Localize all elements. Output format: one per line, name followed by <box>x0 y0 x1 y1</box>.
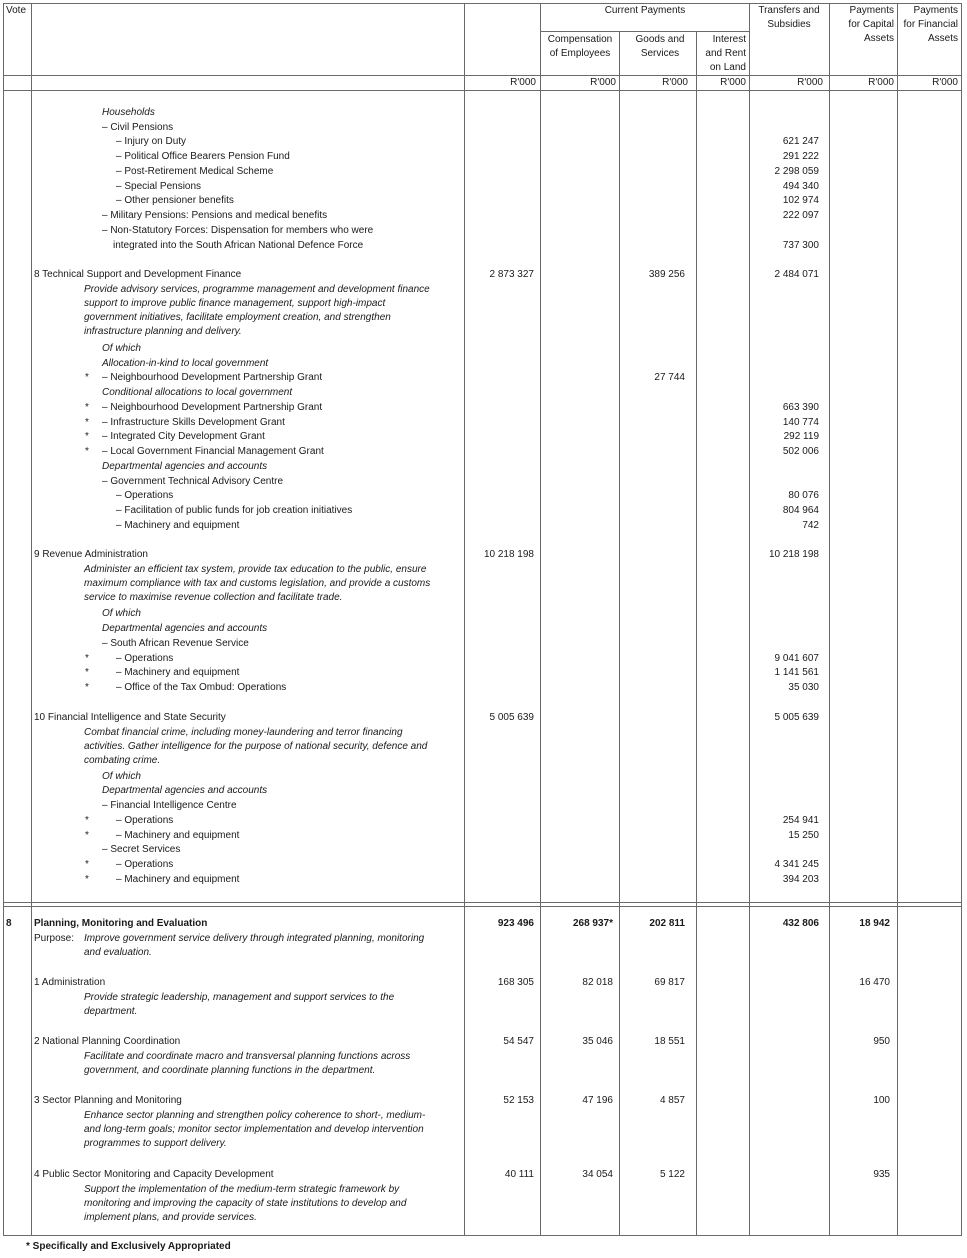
appropriation-star: * <box>85 667 89 678</box>
row-label: – Political Office Bearers Pension Fund <box>116 151 290 162</box>
row-label: 9 Revenue Administration <box>34 549 148 560</box>
row-label: – Financial Intelligence Centre <box>102 800 237 811</box>
cell-tr: 9 041 607 <box>774 653 819 664</box>
grid-line <box>3 902 962 903</box>
row-label: – Special Pensions <box>116 181 202 192</box>
unit-transfers: R'000 <box>797 77 823 88</box>
cell-tot: 52 153 <box>503 1095 534 1106</box>
vote-number: 8 <box>6 918 12 929</box>
cell-tr: 80 076 <box>788 490 819 501</box>
row-label: government, and coordinate planning functions in the department. <box>84 1065 376 1076</box>
row-label: Allocation-in-kind to local government <box>102 358 269 369</box>
row-label: service to maximise revenue collection and facilitate trade. <box>84 592 343 603</box>
appropriation-star: * <box>85 402 89 413</box>
row-label: – Infrastructure Skills Development Grant <box>102 417 285 428</box>
header-goods-services: Goods and Services <box>635 34 685 59</box>
row-label: Improve government service delivery through integrated planning, monitoring <box>84 933 425 944</box>
cell-tot: 40 111 <box>504 1169 534 1180</box>
grid-line <box>31 3 32 1236</box>
row-label: 2 National Planning Coordination <box>34 1036 181 1047</box>
row-label: – Government Technical Advisory Centre <box>102 476 284 487</box>
unit-total: R'000 <box>510 77 536 88</box>
row-label: Purpose: <box>34 933 75 944</box>
row-label: Support the implementation of the medium-term strategic framework by <box>84 1184 400 1195</box>
row-label: 1 Administration <box>34 977 106 988</box>
row-label: Households <box>102 107 155 118</box>
row-label: Of which <box>102 343 141 354</box>
row-label: – Post-Retirement Medical Scheme <box>116 166 274 177</box>
cell-cap: 100 <box>873 1095 890 1106</box>
row-label: – Machinery and equipment <box>116 874 240 885</box>
row-label: integrated into the South African National Defence Force <box>113 240 364 251</box>
row-label: Provide strategic leadership, management and support services to the <box>84 992 395 1003</box>
cell-ce: 35 046 <box>582 1036 613 1047</box>
row-label: implement plans, and provide services. <box>84 1212 257 1223</box>
row-label: 4 Public Sector Monitoring and Capacity Development <box>34 1169 274 1180</box>
row-label: and evaluation. <box>84 947 152 958</box>
row-label: – South African Revenue Service <box>102 638 249 649</box>
row-label: – Facilitation of public funds for job creation initiatives <box>116 505 353 516</box>
row-label: Combat financial crime, including money-laundering and terror financing <box>84 727 403 738</box>
cell-tot: 5 005 639 <box>489 712 534 723</box>
cell-ce: 268 937* <box>572 918 613 929</box>
cell-tr: 804 964 <box>782 505 819 516</box>
cell-gs: 18 551 <box>654 1036 685 1047</box>
cell-gs: 389 256 <box>648 269 685 280</box>
header-interest-rent: Interest and Rent on Land <box>705 34 746 73</box>
row-label: – Machinery and equipment <box>116 667 240 678</box>
cell-tot: 2 873 327 <box>489 269 534 280</box>
row-label: 3 Sector Planning and Monitoring <box>34 1095 182 1106</box>
row-label: Enhance sector planning and strengthen policy coherence to short-, medium- <box>84 1110 426 1121</box>
cell-tr: 222 097 <box>782 210 819 221</box>
cell-tr: 5 005 639 <box>774 712 819 723</box>
row-label: 10 Financial Intelligence and State Security <box>34 712 226 723</box>
cell-tr: 140 774 <box>782 417 819 428</box>
cell-tr: 254 941 <box>782 815 819 826</box>
grid-line <box>3 90 962 91</box>
appropriation-star: * <box>85 446 89 457</box>
row-label: Departmental agencies and accounts <box>102 461 268 472</box>
row-label: government initiatives, facilitate employment creation, and strengthen <box>84 312 391 323</box>
cell-tr: 1 141 561 <box>774 667 819 678</box>
cell-cap: 950 <box>873 1036 890 1047</box>
cell-ce: 82 018 <box>582 977 613 988</box>
row-label: 8 Technical Support and Development Finance <box>34 269 242 280</box>
row-label: – Other pensioner benefits <box>116 195 234 206</box>
appropriation-star: * <box>85 682 89 693</box>
unit-interest: R'000 <box>720 77 746 88</box>
row-label: – Operations <box>116 490 174 501</box>
cell-cap: 935 <box>873 1169 890 1180</box>
cell-tr: 291 222 <box>782 151 819 162</box>
row-label: – Machinery and equipment <box>116 520 240 531</box>
appropriation-star: * <box>85 815 89 826</box>
unit-financial: R'000 <box>932 77 958 88</box>
cell-tr: 2 484 071 <box>774 269 819 280</box>
unit-compensation: R'000 <box>590 77 616 88</box>
row-label: Departmental agencies and accounts <box>102 623 268 634</box>
cell-ce: 47 196 <box>582 1095 613 1106</box>
cell-tr: 621 247 <box>782 136 819 147</box>
row-label: – Non-Statutory Forces: Dispensation for members who were <box>102 225 374 236</box>
cell-tr: 394 203 <box>782 874 819 885</box>
row-label: – Operations <box>116 653 174 664</box>
cell-tr: 15 250 <box>788 830 819 841</box>
cell-gs: 27 744 <box>654 372 685 383</box>
appropriation-star: * <box>85 874 89 885</box>
row-label: – Office of the Tax Ombud: Operations <box>116 682 287 693</box>
row-label: Of which <box>102 771 141 782</box>
row-label: – Civil Pensions <box>102 122 174 133</box>
cell-tot: 923 496 <box>497 918 534 929</box>
row-label: – Neighbourhood Development Partnership Grant <box>102 402 323 413</box>
appropriation-star: * <box>85 372 89 383</box>
row-label: Planning, Monitoring and Evaluation <box>34 918 208 929</box>
row-label: – Local Government Financial Management Grant <box>102 446 324 457</box>
row-label: monitoring and improving the capacity of state institutions to develop and <box>84 1198 407 1209</box>
grid-line <box>749 3 750 1236</box>
grid-line <box>3 906 962 907</box>
cell-tr: 742 <box>802 520 819 531</box>
row-label: maximum compliance with tax and customs legislation, and provide a customs <box>84 578 431 589</box>
row-label: – Secret Services <box>102 844 181 855</box>
grid-line <box>540 31 749 32</box>
footnote: * Specifically and Exclusively Appropriated <box>26 1241 231 1252</box>
header-financial: Payments for Financial Assets <box>903 5 958 44</box>
unit-capital: R'000 <box>868 77 894 88</box>
cell-tr: 4 341 245 <box>774 859 819 870</box>
appropriation-star: * <box>85 830 89 841</box>
appropriation-star: * <box>85 417 89 428</box>
unit-goods: R'000 <box>662 77 688 88</box>
cell-tr: 10 218 198 <box>768 549 819 560</box>
row-label: – Operations <box>116 815 174 826</box>
row-label: – Integrated City Development Grant <box>102 431 265 442</box>
appropriation-star: * <box>85 859 89 870</box>
row-label: support to improve public finance management, support high-impact <box>84 298 386 309</box>
cell-tr: 494 340 <box>782 181 819 192</box>
cell-gs: 202 811 <box>649 918 685 929</box>
cell-tot: 54 547 <box>503 1036 534 1047</box>
cell-ce: 34 054 <box>582 1169 613 1180</box>
header-transfers: Transfers and Subsidies <box>758 5 820 30</box>
row-label: infrastructure planning and delivery. <box>84 326 242 337</box>
grid-line <box>696 31 697 1236</box>
grid-line <box>619 31 620 1236</box>
row-label: department. <box>84 1006 138 1017</box>
cell-gs: 69 817 <box>654 977 685 988</box>
row-label: Conditional allocations to local government <box>102 387 293 398</box>
cell-tr: 2 298 059 <box>774 166 819 177</box>
row-label: Departmental agencies and accounts <box>102 785 268 796</box>
cell-tr: 35 030 <box>788 682 819 693</box>
cell-tr: 663 390 <box>782 402 819 413</box>
row-label: programmes to support delivery. <box>84 1138 227 1149</box>
grid-line <box>897 3 898 1236</box>
row-label: – Machinery and equipment <box>116 830 240 841</box>
header-capital: Payments for Capital Assets <box>848 5 894 44</box>
row-label: Of which <box>102 608 141 619</box>
header-compensation: Compensation of Employees <box>547 34 613 59</box>
cell-tr: 292 119 <box>783 431 819 442</box>
row-label: – Neighbourhood Development Partnership Grant <box>102 372 323 383</box>
row-label: combating crime. <box>84 755 161 766</box>
row-label: – Injury on Duty <box>116 136 187 147</box>
row-label: – Operations <box>116 859 174 870</box>
cell-tr: 432 806 <box>782 918 819 929</box>
cell-tr: 737 300 <box>782 240 819 251</box>
cell-tr: 502 006 <box>782 446 819 457</box>
cell-tot: 168 305 <box>497 977 534 988</box>
grid-line <box>829 3 830 1236</box>
cell-tot: 10 218 198 <box>483 549 534 560</box>
header-vote: Vote <box>6 5 27 16</box>
cell-gs: 5 122 <box>659 1169 685 1180</box>
grid-line <box>540 3 541 1236</box>
row-label: Facilitate and coordinate macro and transversal planning functions across <box>84 1051 411 1062</box>
row-label: Administer an efficient tax system, provide tax education to the public, ensure <box>84 564 427 575</box>
appropriation-star: * <box>85 653 89 664</box>
cell-tr: 102 974 <box>782 195 819 206</box>
header-current-payments: Current Payments <box>604 5 686 16</box>
cell-gs: 4 857 <box>659 1095 685 1106</box>
cell-cap: 18 942 <box>859 918 890 929</box>
row-label: and long-term goals; monitor sector implementation and develop intervention <box>84 1124 424 1135</box>
row-label: Provide advisory services, programme management and development finance <box>84 284 430 295</box>
cell-cap: 16 470 <box>859 977 890 988</box>
row-label: – Military Pensions: Pensions and medical benefits <box>102 210 328 221</box>
appropriation-star: * <box>85 431 89 442</box>
row-label: activities. Gather intelligence for the purpose of national security, defence and <box>84 741 428 752</box>
grid-line <box>464 3 465 1236</box>
grid-line <box>3 75 962 76</box>
